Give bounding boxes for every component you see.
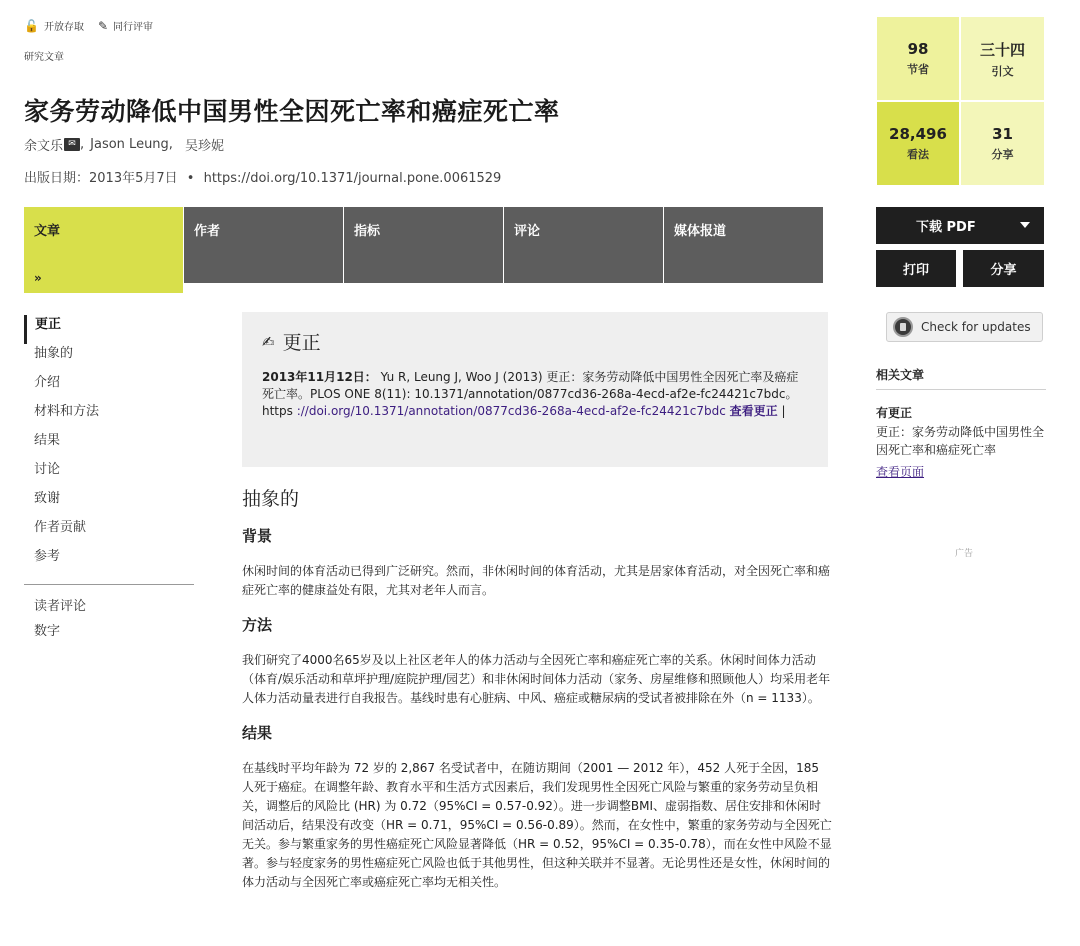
check-for-updates-label: Check for updates	[921, 320, 1031, 334]
tab-label: 文章	[34, 224, 61, 239]
author-link[interactable]: 余文乐	[24, 139, 64, 154]
tab-label: 作者	[194, 224, 221, 239]
view-page-link[interactable]: 查看页面	[876, 465, 925, 479]
section-heading-results: 结果	[242, 724, 273, 742]
toc-item-discussion[interactable]: 讨论	[34, 462, 61, 477]
metric-number: 98	[907, 40, 929, 58]
metric-citations[interactable]	[960, 16, 1045, 101]
share-label: 分享	[990, 263, 1017, 278]
print-label: 打印	[902, 263, 929, 278]
section-text-background: 休闲时间的体育活动已得到广泛研究。然而，非休闲时间的体育活动，尤其是居家体育活动，对全因死亡率和癌症死亡率的健康益处有限，尤其对老年人而言。	[242, 564, 831, 597]
author-separator: ,	[80, 137, 85, 152]
metric-label: 引文	[991, 64, 1014, 78]
metric-label: 分享	[991, 148, 1014, 161]
toc-item-abstract[interactable]: 抽象的	[34, 346, 74, 361]
tab-comments[interactable]	[504, 207, 664, 283]
table-of-contents	[24, 315, 196, 647]
toc-item-methods[interactable]: 材料和方法	[34, 404, 100, 419]
tab-article[interactable]	[24, 207, 184, 293]
unlock-icon: 🔓	[24, 18, 39, 33]
section-text-methods: 我们研究了4000名65岁及以上社区老年人的体力活动与全因死亡率和癌症死亡率的关系。休闲时间体力活动（体育/娱乐活动和草坪护理/庭院护理/园艺）和非休闲时间体力活动（家务、房屋维修和照顾他人）均采用老年人体力活动量表进行自我报告。基线时患有心脏病、中风、癌症或糖尿病的受试者被排除在外（n = 1133）。	[242, 653, 831, 705]
download-pdf-label: 下载 PDF	[916, 220, 976, 235]
section-heading-methods: 方法	[242, 616, 273, 634]
open-access-label: 开放存取	[43, 22, 84, 33]
bookmark-icon	[893, 317, 913, 337]
open-access-badge[interactable]	[24, 18, 84, 33]
doi-link[interactable]: https://doi.org/10.1371/journal.pone.0061529	[203, 171, 502, 186]
metric-label: 看法	[907, 148, 929, 161]
correction-notice	[242, 312, 828, 467]
tab-media-coverage[interactable]	[664, 207, 824, 283]
correction-heading	[262, 328, 808, 355]
toc-item-correction[interactable]: 更正	[24, 315, 196, 344]
tab-authors[interactable]	[184, 207, 344, 283]
article-title: 家务劳动降低中国男性全因死亡率和癌症死亡率	[24, 97, 560, 126]
print-button[interactable]	[876, 250, 956, 287]
ad-label: 广告	[955, 549, 974, 559]
toc-item-introduction[interactable]: 介绍	[34, 375, 61, 390]
tab-label: 评论	[514, 224, 541, 239]
related-articles-title: 相关文章	[876, 366, 1046, 390]
article-tabs	[24, 207, 824, 293]
correction-text: Yu R, Leung J, Woo J (2013) 更正：家务劳动降低中国男性全因死亡率及癌症死亡率。PLOS ONE 8(11): 10.1371/annotation/0877cd36-268a-4ecd-af2e-fc24421c7bdc。https	[262, 370, 799, 418]
metric-number: 28,496	[889, 125, 947, 143]
correction-body	[262, 369, 808, 420]
related-article-text: 更正：家务劳动降低中国男性全因死亡率和癌症死亡率	[876, 425, 1045, 457]
abstract-heading: 抽象的	[242, 488, 300, 510]
toc-item-results[interactable]: 结果	[34, 433, 61, 448]
toc-item-figures[interactable]: 数字	[34, 624, 61, 639]
metric-views[interactable]	[876, 101, 960, 186]
pencil-icon: ✍	[262, 332, 275, 351]
correction-tail: |	[777, 404, 786, 418]
tab-label: 指标	[354, 224, 381, 239]
peer-review-badge[interactable]	[98, 18, 153, 33]
toc-item-references[interactable]: 参考	[34, 549, 61, 564]
toc-divider	[24, 584, 194, 585]
abstract-section	[242, 484, 832, 892]
section-heading-background: 背景	[242, 527, 273, 545]
tab-metrics[interactable]	[344, 207, 504, 283]
correction-date: 2013年11月12日：	[262, 370, 377, 384]
view-correction-link[interactable]: 查看更正	[729, 404, 778, 418]
article-type: 研究文章	[24, 52, 64, 63]
related-subheading: 有更正	[876, 406, 913, 420]
article-metrics	[876, 16, 1045, 186]
metric-number: 31	[992, 125, 1013, 143]
email-icon[interactable]: ✉	[64, 138, 80, 151]
article-badges	[24, 18, 167, 33]
correction-heading-text: 更正	[282, 332, 321, 354]
section-text-results: 在基线时平均年龄为 72 岁的 2,867 名受试者中，在随访期间（2001 — 2012 年），452 人死于全因，185 人死于癌症。在调整年龄、教育水平和生活方式因素后，我们发现男性全因死亡风险与繁重的家务劳动呈负相关，调整后的风险比 (HR) 为 0.72（95%CI = 0.57-0.92）。进一步调整BMI、虚弱指数、居住安排和休闲时间活动后，结果没有改变（HR = 0.71，95%CI = 0.56-0.89）。然而，在女性中，繁重的家务劳动与全因死亡无关。参与繁重家务的男性癌症死亡风险显著降低（HR = 0.52，95%CI = 0.35-0.78），而在女性中风险不显著。参与轻度家务的男性癌症死亡风险也低于其他男性，但这种关联并不显著。无论男性还是女性，休闲时间的体力活动与全因死亡率或癌症死亡率均无相关性。	[242, 761, 832, 889]
metric-saves[interactable]	[876, 16, 960, 101]
peer-review-icon: ✎	[97, 18, 109, 33]
share-button[interactable]	[963, 250, 1044, 287]
tab-label: 媒体报道	[674, 224, 727, 239]
correction-doi-link[interactable]: ://doi.org/10.1371/annotation/0877cd36-268a-4ecd-af2e-fc24421c7bdc	[296, 404, 726, 418]
author-link[interactable]: Jason Leung,	[90, 137, 173, 152]
peer-review-label: 同行评审	[113, 22, 154, 33]
toc-item-reader-comments[interactable]: 读者评论	[34, 599, 87, 614]
metric-label: 节省	[907, 63, 929, 76]
chevron-down-icon: »	[34, 271, 42, 285]
caret-down-icon[interactable]	[1020, 222, 1030, 228]
download-pdf-button[interactable]	[876, 207, 1044, 244]
metric-number: 三十四	[979, 40, 1025, 59]
toc-item-author-contributions[interactable]: 作者贡献	[34, 520, 87, 535]
publication-date: 出版日期：2013年5月7日	[24, 171, 178, 186]
metric-shares[interactable]	[960, 101, 1045, 186]
author-list	[24, 135, 224, 154]
check-for-updates-button[interactable]	[886, 312, 1043, 342]
bullet-separator: •	[186, 171, 195, 186]
publication-info	[24, 167, 501, 186]
toc-item-acknowledgments[interactable]: 致谢	[34, 491, 61, 506]
author-link[interactable]: 吴珍妮	[184, 139, 224, 154]
